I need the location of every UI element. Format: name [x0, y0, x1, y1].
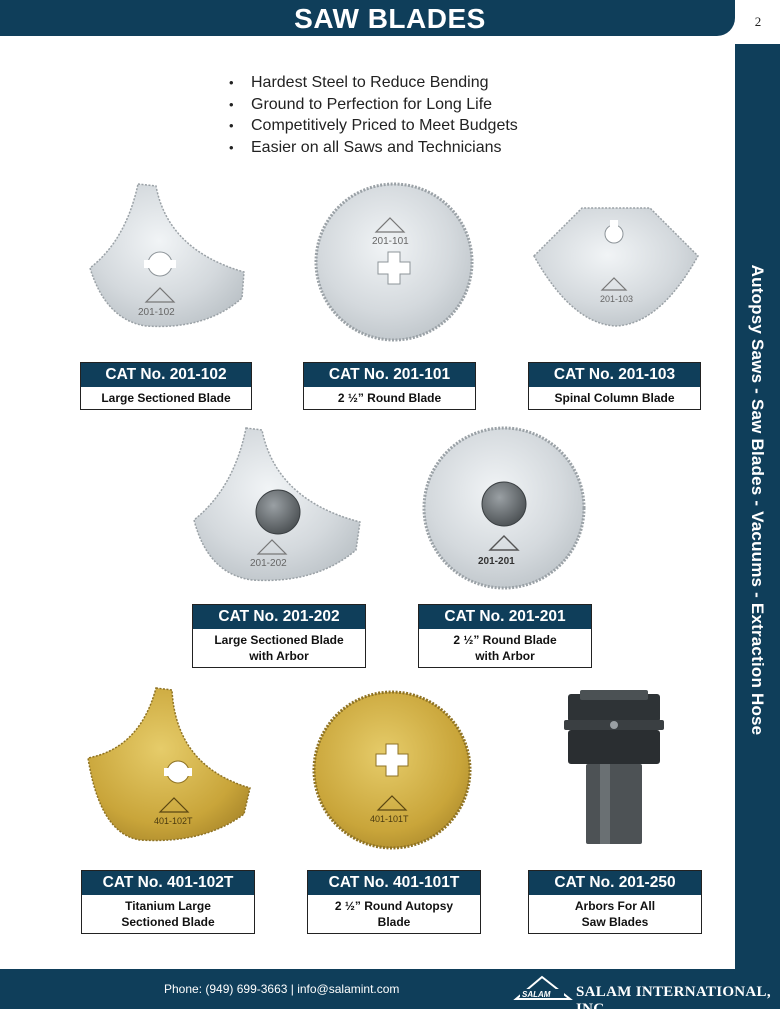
feature-item: • Hardest Steel to Reduce Bending — [229, 72, 518, 94]
feature-item: • Competitively Priced to Meet Budgets — [229, 115, 518, 137]
footer-contact: Phone: (949) 699-3663 | info@salamint.com — [164, 982, 400, 996]
product-description — [82, 895, 254, 933]
catalog-number: CAT No. 201-201 — [419, 605, 591, 629]
blade-engraving: 201-101 — [372, 236, 409, 247]
round-blade-image — [312, 180, 476, 344]
description-line: Arbors For All — [574, 899, 656, 913]
page-title: SAW BLADES — [294, 3, 486, 34]
page-number: 2 — [754, 14, 762, 29]
product-label — [307, 870, 481, 934]
feature-item: • Easier on all Saws and Technicians — [229, 137, 518, 159]
product-label — [303, 362, 476, 410]
sectioned-blade-arbor-image — [190, 424, 368, 584]
product-label — [81, 870, 255, 934]
product-description — [193, 629, 365, 667]
company-name: SALAM INTERNATIONAL, INC. — [576, 984, 771, 1017]
catalog-number: CAT No. 201-103 — [529, 363, 700, 387]
description-line: Titanium Large — [125, 899, 211, 913]
product-description: Large Sectioned Blade — [101, 391, 231, 405]
description-line: 2 ½” Round Blade — [453, 633, 557, 647]
spinal-blade-image — [530, 200, 702, 330]
titanium-round-blade-image — [310, 688, 474, 852]
product-label — [418, 604, 592, 668]
catalog-number: CAT No. 201-101 — [304, 363, 475, 387]
product-description — [308, 895, 480, 933]
catalog-number: CAT No. 201-202 — [193, 605, 365, 629]
product-label — [528, 362, 701, 410]
product-description: 2 ½” Round Blade — [337, 391, 442, 405]
blade-engraving: 401-102T — [154, 816, 193, 826]
product-description — [529, 895, 701, 933]
feature-list — [229, 72, 518, 158]
product-label — [80, 362, 252, 410]
description-line: with Arbor — [475, 649, 535, 663]
catalog-number: CAT No. 201-102 — [81, 363, 251, 387]
blade-engraving: 201-201 — [478, 556, 515, 567]
salam-logo-icon — [512, 975, 574, 1001]
blade-engraving: 201-103 — [600, 294, 634, 304]
sidebar-category-text: Autopsy Saws - Saw Blades - Vacuums - Extraction Hose — [748, 264, 767, 736]
product-description — [419, 629, 591, 667]
product-label — [192, 604, 366, 668]
arbor-image — [562, 688, 666, 848]
catalog-number: CAT No. 201-250 — [529, 871, 701, 895]
description-line: Blade — [377, 915, 411, 929]
blade-engraving: 401-101T — [370, 814, 409, 824]
product-description: Spinal Column Blade — [554, 391, 675, 405]
logo-mark-text: SALAM — [522, 990, 551, 999]
description-line: Large Sectioned Blade — [214, 633, 344, 647]
sectioned-blade-image — [86, 180, 256, 330]
titanium-sectioned-blade-image — [84, 684, 256, 844]
product-label — [528, 870, 702, 934]
description-line: Saw Blades — [581, 915, 649, 929]
description-line: 2 ½” Round Autopsy — [334, 899, 454, 913]
catalog-number: CAT No. 401-102T — [82, 871, 254, 895]
blade-engraving: 201-202 — [250, 558, 287, 569]
description-line: Sectioned Blade — [121, 915, 215, 929]
feature-item: • Ground to Perfection for Long Life — [229, 94, 518, 116]
round-blade-arbor-image — [420, 424, 588, 592]
description-line: with Arbor — [249, 649, 309, 663]
catalog-number: CAT No. 401-101T — [308, 871, 480, 895]
blade-engraving: 201-102 — [138, 307, 175, 318]
